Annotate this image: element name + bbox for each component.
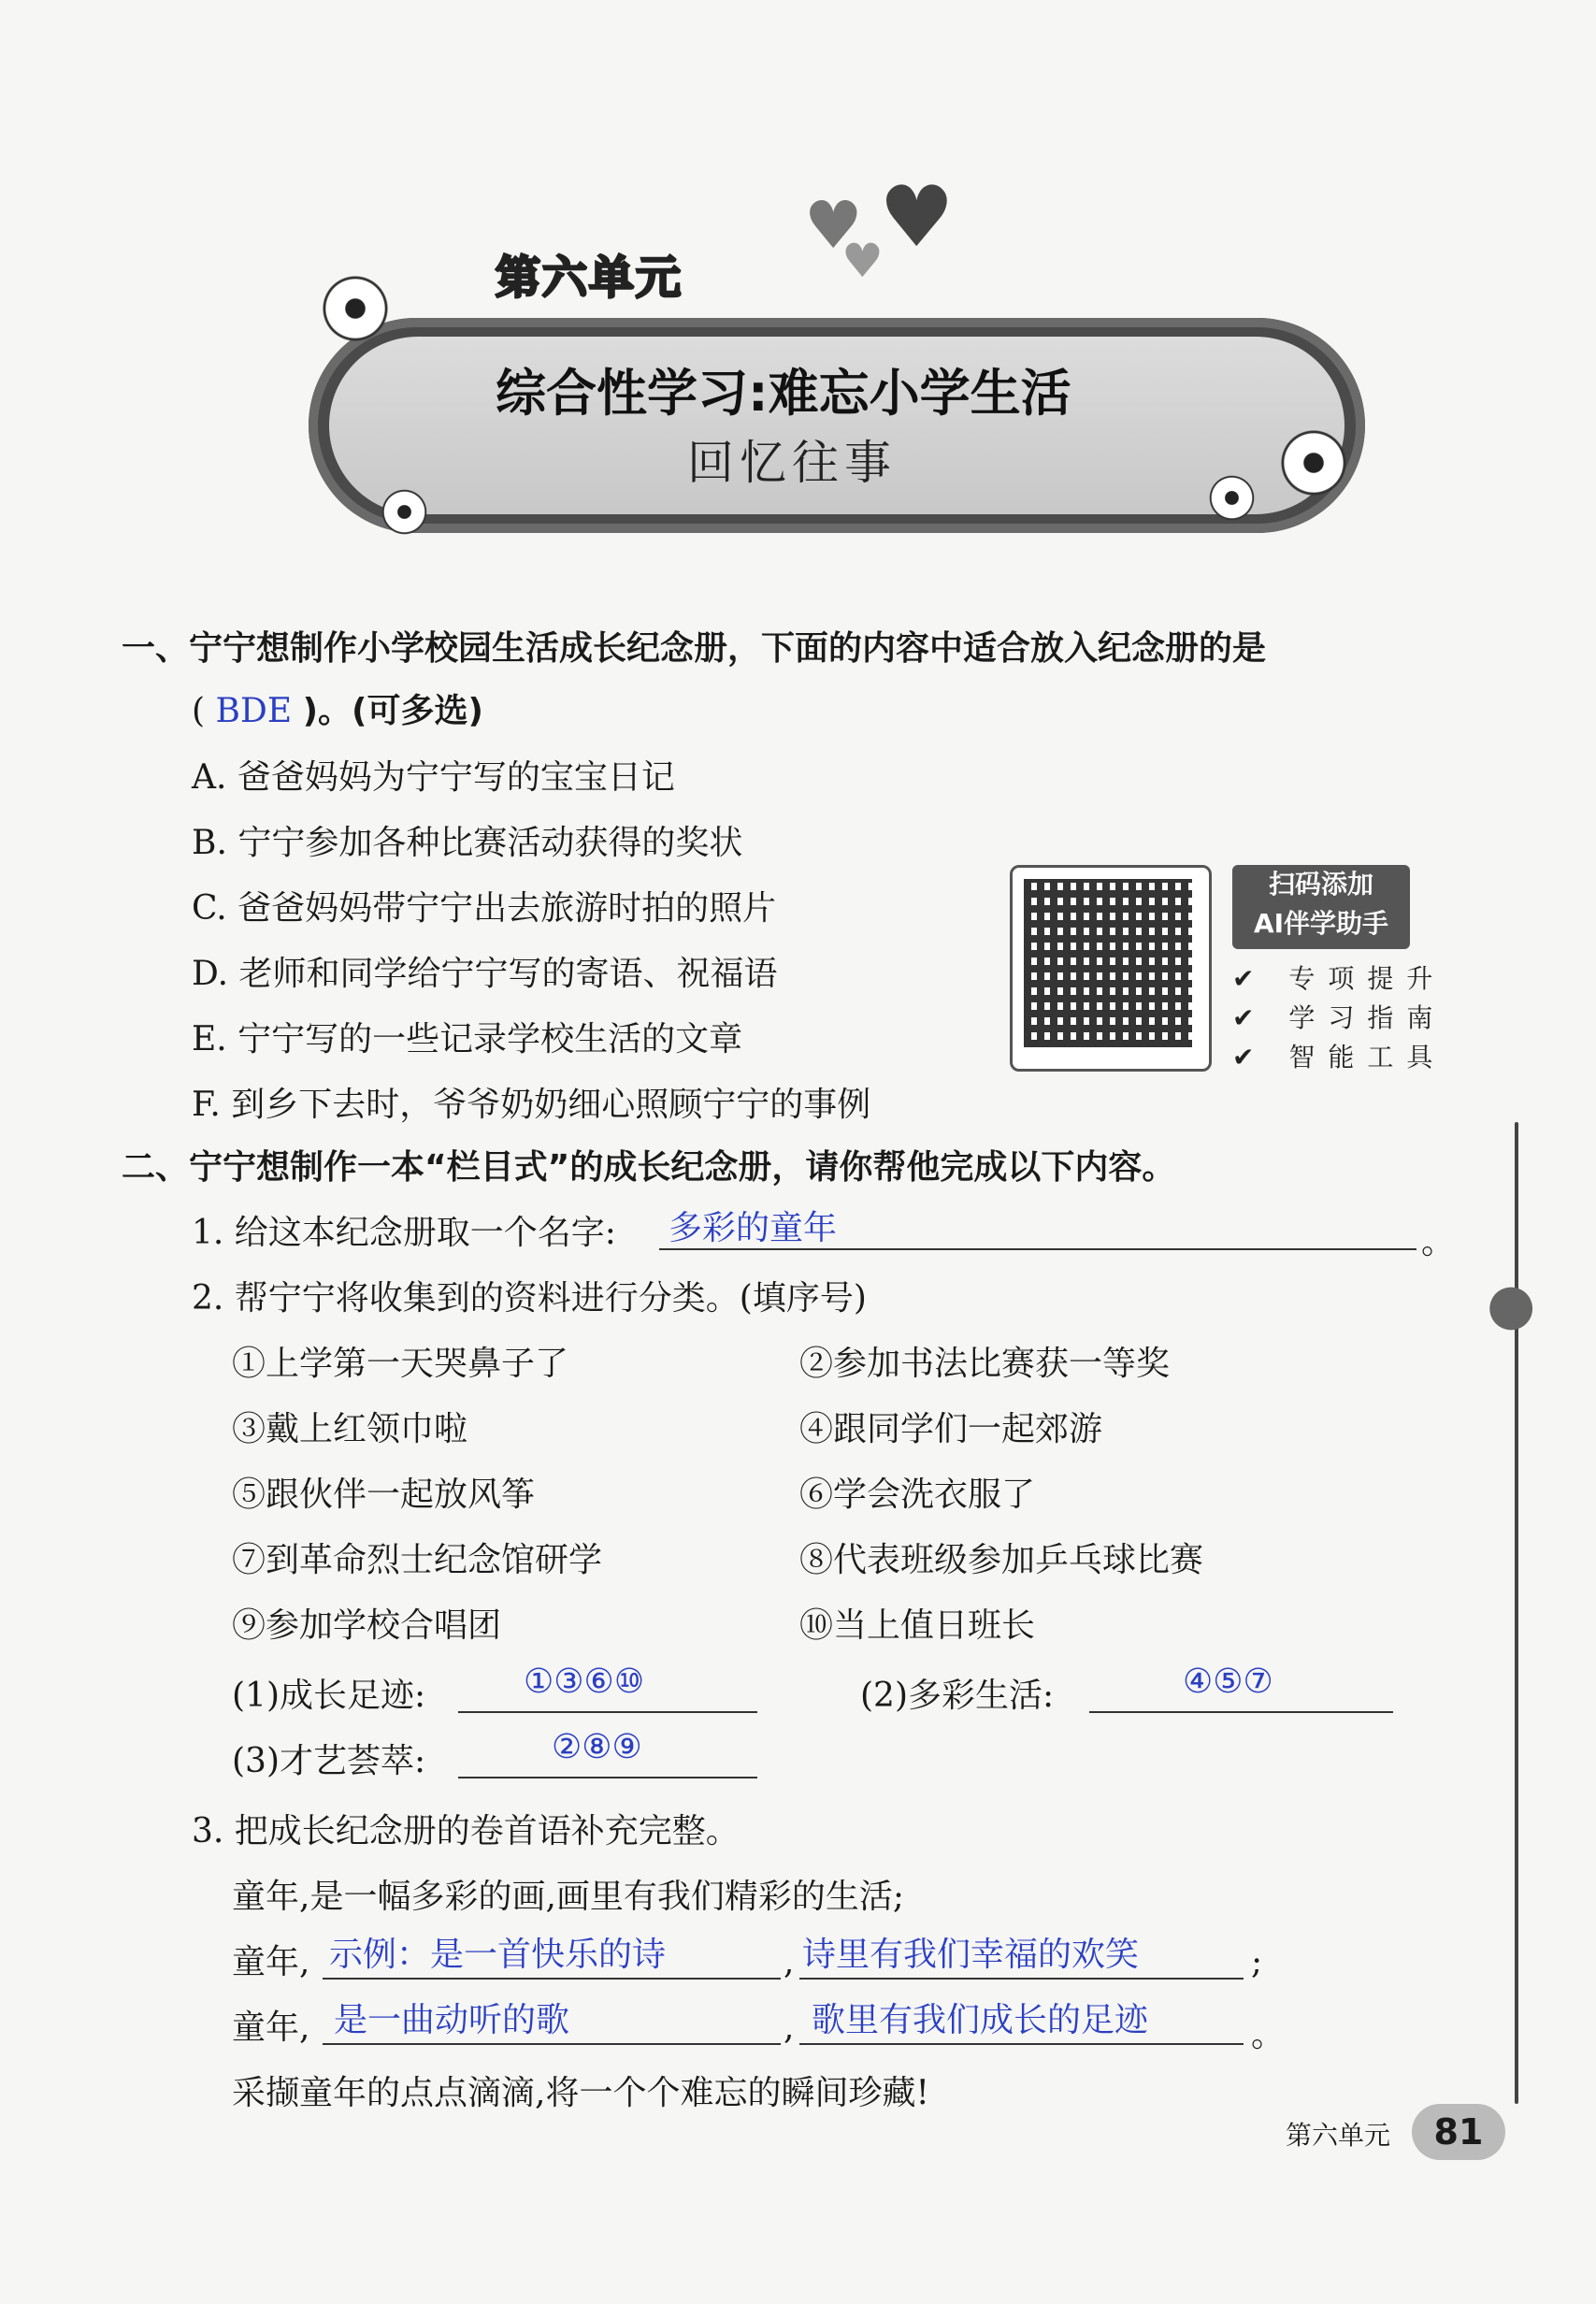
q2-s1-answer: 多彩的童年 bbox=[669, 1209, 838, 1247]
poem-sep: , bbox=[784, 1943, 795, 1981]
qr-feature: ✔ 智能工具 bbox=[1232, 1042, 1446, 1073]
poem-answer: 示例：是一首快乐的诗 bbox=[329, 1936, 667, 1974]
qr-feature: ✔ 学习指南 bbox=[1232, 1002, 1446, 1033]
unit-tag: 第六单元 bbox=[496, 252, 683, 304]
q2-s1-end: 。 bbox=[1421, 1223, 1456, 1261]
poem-answer: 诗里有我们幸福的欢笑 bbox=[802, 1936, 1140, 1974]
poem-answer: 是一曲动听的歌 bbox=[334, 2001, 570, 2039]
flower-icon bbox=[318, 271, 393, 346]
qr-feature-text: 智能工具 bbox=[1288, 1042, 1446, 1073]
q1-option: B. 宁宁参加各种比赛活动获得的奖状 bbox=[192, 824, 743, 862]
q1-option: F. 到乡下去时，爷爷奶奶细心照顾宁宁的事例 bbox=[192, 1086, 871, 1124]
q2-title: 二、宁宁想制作一本“栏目式”的成长纪念册，请你帮他完成以下内容。 bbox=[122, 1148, 1176, 1187]
category-line bbox=[458, 1777, 757, 1778]
category-line bbox=[1089, 1711, 1393, 1713]
vine-decoration bbox=[1515, 1122, 1518, 2104]
category-label: (1)成长足迹: bbox=[232, 1677, 426, 1715]
list-item: ②参加书法比赛获一等奖 bbox=[799, 1345, 1171, 1383]
flower-icon bbox=[1206, 472, 1258, 524]
qr-label-line2: AI伴学助手 bbox=[1253, 908, 1389, 939]
list-item: ①上学第一天哭鼻子了 bbox=[232, 1345, 569, 1383]
category-answer: ①③⑥⑩ bbox=[524, 1663, 645, 1701]
poem-answer: 歌里有我们成长的足迹 bbox=[812, 2001, 1149, 2039]
list-item: ⑥学会洗衣服了 bbox=[799, 1476, 1036, 1514]
q1-option: A. 爸爸妈妈为宁宁写的宝宝日记 bbox=[192, 758, 675, 797]
bird-icon: ● bbox=[1487, 1272, 1536, 1337]
poem-line-blank bbox=[799, 2043, 1244, 2045]
footer-unit: 第六单元 bbox=[1286, 2120, 1391, 2151]
qr-feature-text: 学习指南 bbox=[1288, 1002, 1446, 1033]
poem-line-blank bbox=[323, 2043, 781, 2045]
q1-answer-row bbox=[192, 684, 483, 732]
q2-s1-text: 1. 给这本纪念册取一个名字: bbox=[192, 1214, 616, 1252]
banner-subtitle: 回忆往事 bbox=[687, 436, 897, 490]
category-answer: ④⑤⑦ bbox=[1183, 1663, 1273, 1701]
list-item: ⑦到革命烈士纪念馆研学 bbox=[232, 1541, 603, 1579]
list-item: ③戴上红领巾啦 bbox=[232, 1410, 468, 1448]
flower-icon bbox=[1276, 425, 1351, 500]
q2-s2-text: 2. 帮宁宁将收集到的资料进行分类。(填序号) bbox=[192, 1279, 867, 1318]
heart-icon: ♥ bbox=[841, 234, 884, 288]
q1-option: E. 宁宁写的一些记录学校生活的文章 bbox=[192, 1020, 743, 1058]
qr-code-icon[interactable] bbox=[1024, 879, 1192, 1047]
category-answer: ②⑧⑨ bbox=[552, 1728, 642, 1766]
qr-label bbox=[1232, 865, 1410, 949]
list-item: ④跟同学们一起郊游 bbox=[799, 1410, 1103, 1448]
q1-option: C. 爸爸妈妈带宁宁出去旅游时拍的照片 bbox=[192, 889, 777, 928]
poem-end: ; bbox=[1251, 1943, 1263, 1981]
list-item: ⑤跟伙伴一起放风筝 bbox=[232, 1476, 536, 1514]
qr-feature-text: 专项提升 bbox=[1288, 963, 1446, 994]
q1-answer: BDE bbox=[215, 692, 293, 730]
q2-s3-text: 3. 把成长纪念册的卷首语补充完整。 bbox=[192, 1812, 740, 1850]
poem-sep: , bbox=[784, 2009, 795, 2047]
poem-line-blank bbox=[323, 1978, 781, 1980]
poem-line: 童年,是一幅多彩的画,画里有我们精彩的生活; bbox=[232, 1878, 905, 1916]
heart-icon: ♥ bbox=[879, 168, 955, 266]
category-line bbox=[458, 1711, 757, 1713]
list-item: ⑨参加学校合唱团 bbox=[232, 1606, 502, 1645]
poem-line: 采撷童年的点点滴滴,将一个个难忘的瞬间珍藏! bbox=[232, 2074, 929, 2112]
category-label: (3)才艺荟萃: bbox=[232, 1742, 426, 1780]
list-item: ⑧代表班级参加乒乓球比赛 bbox=[799, 1541, 1204, 1579]
q1-option: D. 老师和同学给宁宁写的寄语、祝福语 bbox=[192, 955, 778, 993]
poem-end: 。 bbox=[1251, 2016, 1286, 2054]
poem-prefix: 童年, bbox=[232, 2009, 310, 2047]
heart-icon: ♥ bbox=[804, 187, 863, 264]
flower-icon bbox=[379, 486, 430, 538]
q1-answer-close: )。(可多选) bbox=[302, 692, 483, 730]
poem-prefix: 童年, bbox=[232, 1943, 310, 1981]
q1-answer-open: ( bbox=[192, 692, 206, 730]
page-number: 81 bbox=[1412, 2104, 1505, 2160]
category-label: (2)多彩生活: bbox=[860, 1677, 1055, 1715]
qr-label-line1: 扫码添加 bbox=[1268, 869, 1373, 900]
banner-title: 综合性学习:难忘小学生活 bbox=[496, 364, 1071, 423]
poem-line-blank bbox=[799, 1978, 1244, 1980]
qr-feature: ✔ 专项提升 bbox=[1232, 963, 1446, 994]
q1-title: 一、宁宁想制作小学校园生活成长纪念册，下面的内容中适合放入纪念册的是 bbox=[122, 629, 1267, 668]
list-item: ⑩当上值日班长 bbox=[799, 1606, 1036, 1645]
